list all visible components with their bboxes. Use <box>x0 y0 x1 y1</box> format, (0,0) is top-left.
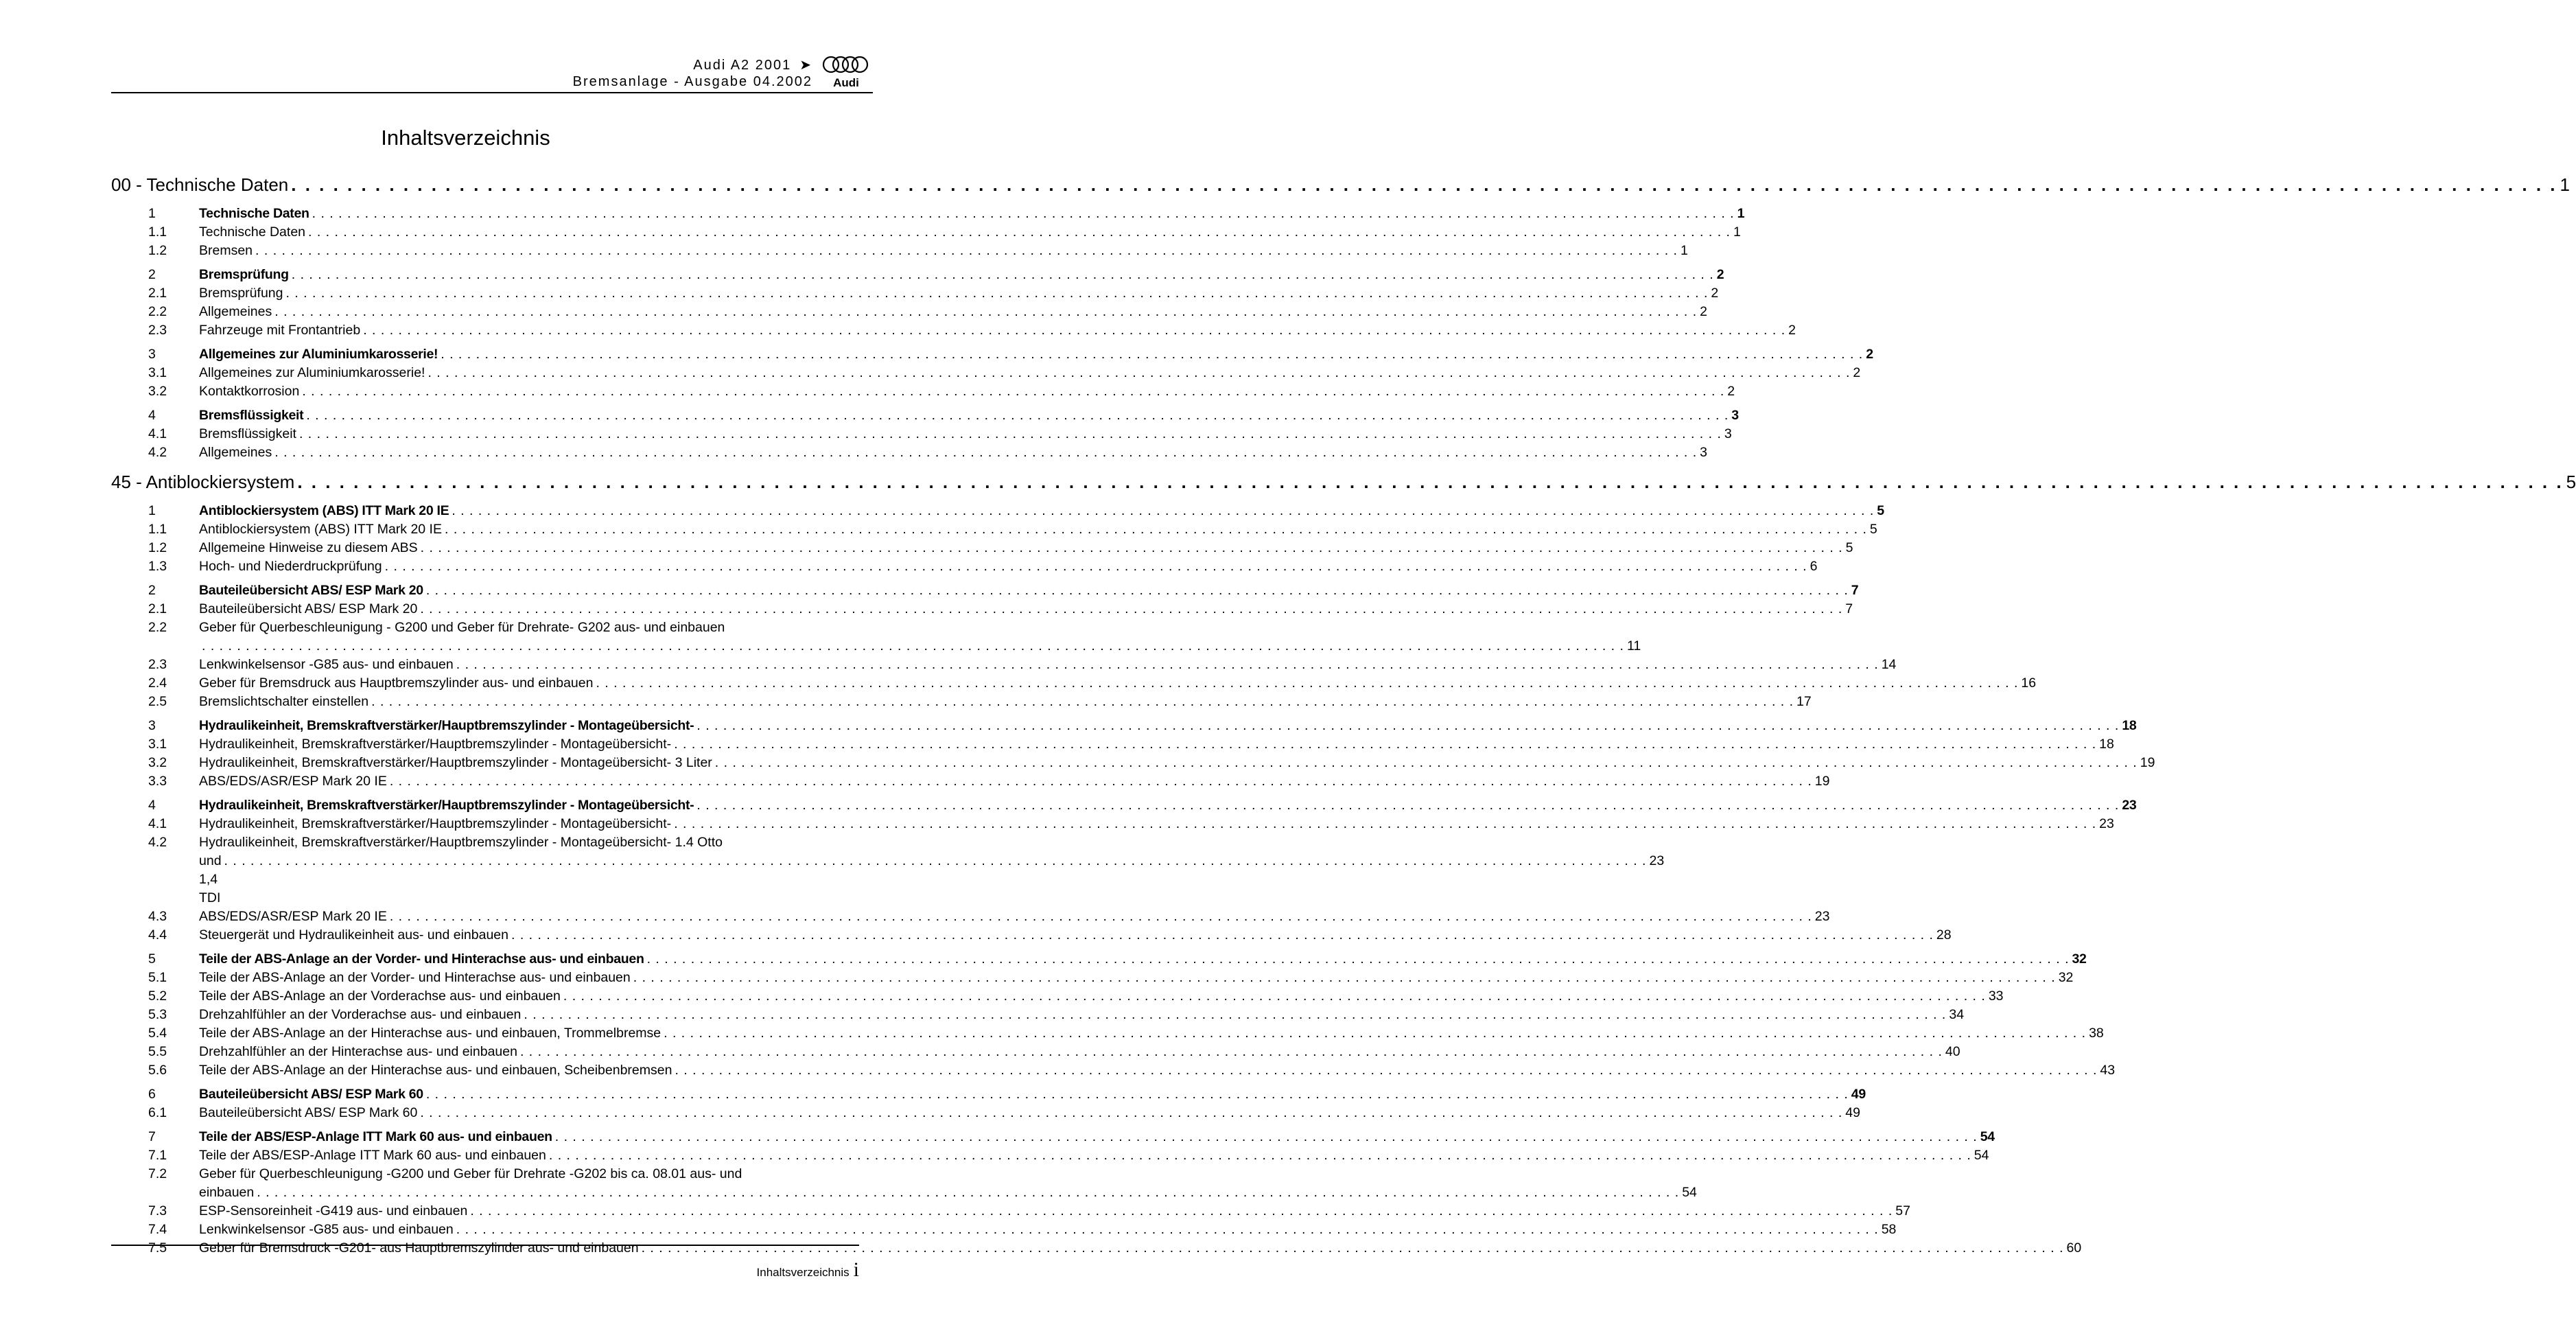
dot-leader <box>674 735 2096 754</box>
toc-section <box>111 1128 2082 1258</box>
toc-entry[interactable] <box>111 1024 2104 1043</box>
toc-entry[interactable] <box>111 907 1830 926</box>
section-page: 18 <box>2122 718 2137 733</box>
toc-entry[interactable] <box>111 425 1732 443</box>
toc-entry[interactable] <box>111 987 2004 1006</box>
toc-chapter-heading[interactable] <box>111 472 2576 496</box>
entry-number: 4.4 <box>148 927 167 943</box>
entry-page: 1 <box>1733 224 1741 240</box>
dot-leader <box>390 772 1812 791</box>
entry-title: Drehzahlfühler an der Vorderachse aus- und einbauen <box>199 1007 522 1022</box>
dot-leader <box>456 1221 1879 1239</box>
toc-section-heading[interactable] <box>111 950 2087 969</box>
entry-title: Teile der ABS-Anlage an der Vorderachse aus- und einbauen <box>199 988 561 1004</box>
chapter-page: 5 <box>2566 472 2576 492</box>
entry-title: ABS/EDS/ASR/ESP Mark 20 IE <box>199 774 387 789</box>
section-title: Hydraulikeinheit, Bremskraftverstärker/Hauptbremszylinder - Montageübersicht- <box>199 798 694 813</box>
entry-title: Steuergerät und Hydraulikeinheit aus- und einbauen <box>199 927 508 943</box>
entry-title: Hydraulikeinheit, Bremskraftverstärker/Hauptbremszylinder - Montageübersicht- 3 Liter <box>199 755 712 770</box>
dot-leader <box>696 796 2119 815</box>
toc-section-heading[interactable] <box>111 1085 1866 1104</box>
entry-page: 40 <box>1945 1044 1960 1059</box>
section-number: 5 <box>148 951 156 967</box>
dot-leader <box>257 1183 1679 1202</box>
section-number: 3 <box>148 718 156 733</box>
entry-title: Bremsprüfung <box>199 286 283 301</box>
entry-page: 23 <box>1814 909 1830 924</box>
dot-leader <box>428 364 1850 382</box>
toc-entry[interactable] <box>111 1146 1989 1165</box>
section-page: 49 <box>1851 1087 1866 1102</box>
dot-leader <box>371 693 1794 711</box>
dot-leader <box>563 987 1986 1006</box>
section-page: 3 <box>1731 408 1739 423</box>
dot-leader <box>292 266 1714 284</box>
entry-page: 5 <box>1869 522 1877 537</box>
entry-number: 7.5 <box>148 1240 167 1256</box>
toc-entry[interactable] <box>111 223 1741 242</box>
entry-title: Geber für Querbeschleunigung -G200 und Geber für Drehrate -G202 bis ca. 08.01 aus- und <box>199 1166 742 1181</box>
section-page: 5 <box>1877 503 1884 518</box>
section-title: Teile der ABS-Anlage an der Vorder- und Hinterachse aus- und einbauen <box>199 951 644 967</box>
entry-page: 11 <box>1626 638 1641 654</box>
dot-leader <box>306 406 1729 425</box>
dot-leader <box>202 637 1624 656</box>
dot-leader <box>291 174 2557 196</box>
dot-leader <box>647 950 2070 969</box>
entry-title: Hoch- und Niederdruckprüfung <box>199 559 382 574</box>
toc-section-heading[interactable] <box>111 502 1884 520</box>
toc-section-heading[interactable] <box>111 266 1724 284</box>
page-header <box>111 54 873 93</box>
entry-page: 57 <box>1895 1203 1910 1218</box>
dot-leader <box>511 926 1934 945</box>
entry-title: Teile der ABS/ESP-Anlage ITT Mark 60 aus- und einbauen <box>199 1148 546 1163</box>
entry-page: 16 <box>2021 675 2037 691</box>
entry-title: Bremsflüssigkeit <box>199 426 296 441</box>
entry-page: 58 <box>1881 1222 1897 1237</box>
dot-leader <box>549 1146 1971 1165</box>
dot-leader <box>420 600 1842 618</box>
toc-section-heading[interactable] <box>111 345 1873 364</box>
entry-title: Technische Daten <box>199 224 306 240</box>
header-model-text: Audi A2 2001 <box>693 58 792 73</box>
section-number: 1 <box>148 206 156 221</box>
entry-page: 17 <box>1796 694 1812 709</box>
entry-page: 3 <box>1700 445 1708 460</box>
toc-entry[interactable] <box>111 1221 1897 1239</box>
section-number: 3 <box>148 347 156 362</box>
section-page: 7 <box>1851 583 1859 598</box>
dot-leader <box>297 472 2563 493</box>
dot-leader <box>596 674 2018 693</box>
entry-page: 2 <box>1711 286 1719 301</box>
toc-entry[interactable] <box>111 321 1796 340</box>
section-title: Technische Daten <box>199 206 309 221</box>
toc-entry[interactable] <box>111 1006 1965 1024</box>
entry-number: 2.2 <box>148 620 167 635</box>
dot-leader <box>520 1043 1943 1061</box>
entry-number: 1.2 <box>148 540 167 555</box>
toc-entry[interactable] <box>111 382 1735 401</box>
toc-section <box>111 266 1796 340</box>
page-footer <box>757 1258 859 1282</box>
entry-number: 2.5 <box>148 694 167 709</box>
section-number: 4 <box>148 798 156 813</box>
dot-leader <box>555 1128 1978 1146</box>
footer-page-number: i <box>853 1258 859 1281</box>
dot-leader <box>674 815 2096 833</box>
dot-leader <box>363 321 1785 340</box>
dot-leader <box>426 581 1849 600</box>
entry-title: Lenkwinkelsensor -G85 aus- und einbauen <box>199 657 454 672</box>
dot-leader <box>308 223 1731 242</box>
entry-number: 4.1 <box>148 816 167 831</box>
toc-entry[interactable] <box>111 539 1853 557</box>
entry-number: 5.3 <box>148 1007 167 1022</box>
section-page: 54 <box>1980 1129 1995 1144</box>
page-title: Inhaltsverzeichnis <box>381 126 550 150</box>
header-subtitle: Bremsanlage - Ausgabe 04.2002 <box>572 74 812 89</box>
section-title: Bauteileübersicht ABS/ ESP Mark 20 <box>199 583 423 598</box>
entry-number: 7.3 <box>148 1203 167 1218</box>
entry-number: 6.1 <box>148 1105 167 1120</box>
entry-number: 1.1 <box>148 522 167 537</box>
entry-number: 4.3 <box>148 909 167 924</box>
entry-number: 2.1 <box>148 601 167 616</box>
entry-page: 2 <box>1727 384 1735 399</box>
entry-number: 4.2 <box>148 835 167 850</box>
toc-entry[interactable] <box>111 1165 1697 1202</box>
table-of-contents <box>111 174 2576 1258</box>
entry-number: 2.4 <box>148 675 167 691</box>
entry-page: 19 <box>2140 755 2155 770</box>
dot-leader <box>664 1024 2086 1043</box>
section-title: Teile der ABS/ESP-Anlage ITT Mark 60 aus- und einbauen <box>199 1129 552 1144</box>
dot-leader <box>452 502 1874 520</box>
chapter-page: 1 <box>2560 174 2570 195</box>
entry-continuation <box>199 852 1664 907</box>
toc-entry[interactable] <box>111 600 1853 618</box>
dot-leader <box>274 443 1697 462</box>
dot-leader <box>255 242 1678 260</box>
entry-number: 2.3 <box>148 323 167 338</box>
section-title: Antiblockiersystem (ABS) ITT Mark 20 IE <box>199 503 449 518</box>
dot-leader <box>715 754 2138 772</box>
toc-section <box>111 717 2155 791</box>
toc-entry[interactable] <box>111 1239 2082 1258</box>
entry-title: Hydraulikeinheit, Bremskraftverstärker/Hauptbremszylinder - Montageübersicht- <box>199 737 672 752</box>
toc-chapter <box>111 472 2576 1258</box>
entry-page: 28 <box>1936 927 1952 943</box>
section-title: Bremsprüfung <box>199 267 289 282</box>
entry-title: Bauteileübersicht ABS/ ESP Mark 20 <box>199 601 418 616</box>
entry-title: Allgemeine Hinweise zu diesem ABS <box>199 540 418 555</box>
logo-text: Audi <box>833 76 859 89</box>
section-title: Allgemeines zur Aluminiumkarosserie! <box>199 347 438 362</box>
entry-number: 1.2 <box>148 243 167 258</box>
toc-section <box>111 581 2037 711</box>
entry-page: 49 <box>1845 1105 1860 1120</box>
entry-body <box>199 618 1641 656</box>
dot-leader <box>385 557 1807 576</box>
entry-page: 60 <box>2066 1240 2082 1256</box>
toc-entry[interactable] <box>111 242 1688 260</box>
entry-title: Antiblockiersystem (ABS) ITT Mark 20 IE <box>199 522 442 537</box>
toc-section <box>111 406 1739 462</box>
toc-entry[interactable] <box>111 754 2155 772</box>
entry-title: ABS/EDS/ASR/ESP Mark 20 IE <box>199 909 387 924</box>
dot-leader <box>642 1239 2064 1258</box>
dot-leader <box>302 382 1724 401</box>
dot-leader <box>524 1006 1946 1024</box>
toc-entry[interactable] <box>111 815 2114 833</box>
toc-section-heading[interactable] <box>111 1128 1995 1146</box>
entry-title: Hydraulikeinheit, Bremskraftverstärker/Hauptbremszylinder - Montageübersicht- 1.4 Otto <box>199 835 723 850</box>
toc-section <box>111 796 2137 945</box>
entry-page: 38 <box>2089 1026 2104 1041</box>
dot-leader <box>445 520 1867 539</box>
dot-leader <box>675 1061 2097 1080</box>
dot-leader <box>274 303 1697 321</box>
section-number: 7 <box>148 1129 156 1144</box>
toc-section-heading[interactable] <box>111 406 1739 425</box>
entry-number: 5.4 <box>148 1026 167 1041</box>
entry-number: 2.3 <box>148 657 167 672</box>
entry-page: 23 <box>2099 816 2114 831</box>
dot-leader <box>299 425 1722 443</box>
toc-entry[interactable] <box>111 618 1641 656</box>
header-model <box>693 56 812 73</box>
entry-page: 2 <box>1788 323 1796 338</box>
entry-title: Hydraulikeinheit, Bremskraftverstärker/Hauptbremszylinder - Montageübersicht- <box>199 816 672 831</box>
toc-entry[interactable] <box>111 520 1877 539</box>
toc-entry[interactable] <box>111 1043 1960 1061</box>
entry-title: Lenkwinkelsensor -G85 aus- und einbauen <box>199 1222 454 1237</box>
entry-title: Bremslichtschalter einstellen <box>199 694 369 709</box>
toc-entry[interactable] <box>111 772 1830 791</box>
chapter-title: 45 - Antiblockiersystem <box>111 472 295 492</box>
section-number: 6 <box>148 1087 156 1102</box>
section-title: Bauteileübersicht ABS/ ESP Mark 60 <box>199 1087 423 1102</box>
toc-chapter-heading[interactable] <box>111 174 2570 199</box>
toc-section-heading[interactable] <box>111 581 1859 600</box>
dot-leader <box>470 1202 1893 1221</box>
entry-number: 5.6 <box>148 1063 167 1078</box>
toc-entry[interactable] <box>111 674 2037 693</box>
entry-title: Bauteileübersicht ABS/ ESP Mark 60 <box>199 1105 418 1120</box>
section-page: 1 <box>1737 206 1745 221</box>
toc-section-heading[interactable] <box>111 205 1745 223</box>
entry-number: 7.2 <box>148 1166 167 1181</box>
arrow-icon: ➤ <box>799 58 812 73</box>
toc-entry[interactable] <box>111 1104 1860 1122</box>
toc-section <box>111 345 1873 401</box>
section-number: 1 <box>148 503 156 518</box>
entry-title: Drehzahlfühler an der Hinterachse aus- und einbauen <box>199 1044 517 1059</box>
toc-entry[interactable] <box>111 693 1812 711</box>
section-page: 2 <box>1866 347 1873 362</box>
entry-title: Geber für Querbeschleunigung - G200 und Geber für Drehrate- G202 aus- und einbauen <box>199 620 725 635</box>
entry-page: 33 <box>1988 988 2004 1004</box>
entry-title: Teile der ABS-Anlage an der Vorder- und Hinterachse aus- und einbauen <box>199 970 631 985</box>
toc-section <box>111 502 1884 576</box>
entry-number: 4.2 <box>148 445 167 460</box>
toc-entry[interactable] <box>111 364 1861 382</box>
entry-number: 3.2 <box>148 384 167 399</box>
toc-chapter <box>111 174 2570 462</box>
footer-label: Inhaltsverzeichnis <box>756 1266 850 1279</box>
dot-leader <box>224 852 1647 870</box>
dot-leader <box>285 284 1708 303</box>
entry-number: 2.1 <box>148 286 167 301</box>
entry-page: 34 <box>1949 1007 1965 1022</box>
entry-number: 1.3 <box>148 559 167 574</box>
section-title: Hydraulikeinheit, Bremskraftverstärker/Hauptbremszylinder - Montageübersicht- <box>199 718 694 733</box>
entry-body <box>199 833 1664 907</box>
dot-leader <box>421 539 1843 557</box>
entry-page: 7 <box>1845 601 1853 616</box>
entry-title-continued: und 1,4 TDI <box>199 853 222 905</box>
entry-page: 18 <box>2099 737 2114 752</box>
entry-number: 5.1 <box>148 970 167 985</box>
dot-leader <box>426 1085 1849 1104</box>
entry-number: 1.1 <box>148 224 167 240</box>
section-number: 2 <box>148 267 156 282</box>
toc-section <box>111 950 2116 1080</box>
entry-page: 54 <box>1682 1185 1697 1200</box>
entry-title-continued: einbauen <box>199 1185 255 1200</box>
entry-number: 4.1 <box>148 426 167 441</box>
toc-entry[interactable] <box>111 969 2074 987</box>
toc-entry[interactable] <box>111 926 1952 945</box>
entry-title: Fahrzeuge mit Frontantrieb <box>199 323 361 338</box>
toc-entry[interactable] <box>111 656 1897 674</box>
toc-entry[interactable] <box>111 557 1818 576</box>
toc-section <box>111 205 1745 260</box>
entry-title: Kontaktkorrosion <box>199 384 300 399</box>
dot-leader <box>633 969 2056 987</box>
dot-leader <box>420 1104 1842 1122</box>
toc-entry[interactable] <box>111 303 1708 321</box>
entry-page: 23 <box>1649 853 1665 868</box>
dot-leader <box>456 656 1879 674</box>
section-page: 23 <box>2122 798 2137 813</box>
toc-entry[interactable] <box>111 284 1719 303</box>
entry-title: Teile der ABS-Anlage an der Hinterachse aus- und einbauen, Trommelbremse <box>199 1026 661 1041</box>
entry-page: 6 <box>1810 559 1818 574</box>
entry-page: 3 <box>1724 426 1732 441</box>
toc-section-heading[interactable] <box>111 717 2137 735</box>
dot-leader <box>441 345 1863 364</box>
entry-continuation <box>199 637 1641 656</box>
entry-number: 2.2 <box>148 304 167 319</box>
section-number: 4 <box>148 408 156 423</box>
audi-logo <box>819 54 873 92</box>
entry-title: Geber für Bremsdruck -G201- aus Hauptbremszylinder aus- und einbauen <box>199 1240 639 1256</box>
entry-page: 32 <box>2058 970 2074 985</box>
entry-page: 2 <box>1853 365 1861 380</box>
entry-title: Teile der ABS-Anlage an der Hinterachse aus- und einbauen, Scheibenbremsen <box>199 1063 672 1078</box>
entry-title: Allgemeines <box>199 445 272 460</box>
section-title: Bremsflüssigkeit <box>199 408 304 423</box>
dot-leader <box>312 205 1735 223</box>
entry-number: 3.1 <box>148 737 167 752</box>
toc-section-heading[interactable] <box>111 796 2137 815</box>
toc-entry[interactable] <box>111 735 2114 754</box>
entry-number: 5.5 <box>148 1044 167 1059</box>
entry-title: Geber für Bremsdruck aus Hauptbremszylinder aus- und einbauen <box>199 675 594 691</box>
entry-title: Bremsen <box>199 243 253 258</box>
toc-entry[interactable] <box>111 443 1708 462</box>
toc-entry[interactable] <box>111 833 1665 907</box>
section-page: 2 <box>1716 267 1724 282</box>
entry-title: ESP-Sensoreinheit -G419 aus- und einbauen <box>199 1203 468 1218</box>
entry-page: 14 <box>1881 657 1897 672</box>
entry-number: 7.4 <box>148 1222 167 1237</box>
entry-page: 2 <box>1700 304 1708 319</box>
toc-entry[interactable] <box>111 1202 1910 1221</box>
entry-page: 54 <box>1974 1148 1989 1163</box>
section-page: 32 <box>2072 951 2087 967</box>
chapter-title: 00 - Technische Daten <box>111 174 289 195</box>
entry-page: 19 <box>1814 774 1830 789</box>
entry-title: Allgemeines <box>199 304 272 319</box>
entry-title: Allgemeines zur Aluminiumkarosserie! <box>199 365 425 380</box>
entry-continuation <box>199 1183 1697 1202</box>
dot-leader <box>696 717 2119 735</box>
section-number: 2 <box>148 583 156 598</box>
entry-number: 3.3 <box>148 774 167 789</box>
entry-page: 1 <box>1680 243 1688 258</box>
entry-number: 3.1 <box>148 365 167 380</box>
footer-rule <box>111 1245 859 1246</box>
toc-entry[interactable] <box>111 1061 2116 1080</box>
entry-page: 5 <box>1845 540 1853 555</box>
toc-section <box>111 1085 1866 1122</box>
header-rule <box>111 92 873 93</box>
entry-number: 5.2 <box>148 988 167 1004</box>
dot-leader <box>390 907 1812 926</box>
entry-number: 7.1 <box>148 1148 167 1163</box>
entry-page: 43 <box>2100 1063 2116 1078</box>
entry-number: 3.2 <box>148 755 167 770</box>
entry-body <box>199 1165 1697 1202</box>
